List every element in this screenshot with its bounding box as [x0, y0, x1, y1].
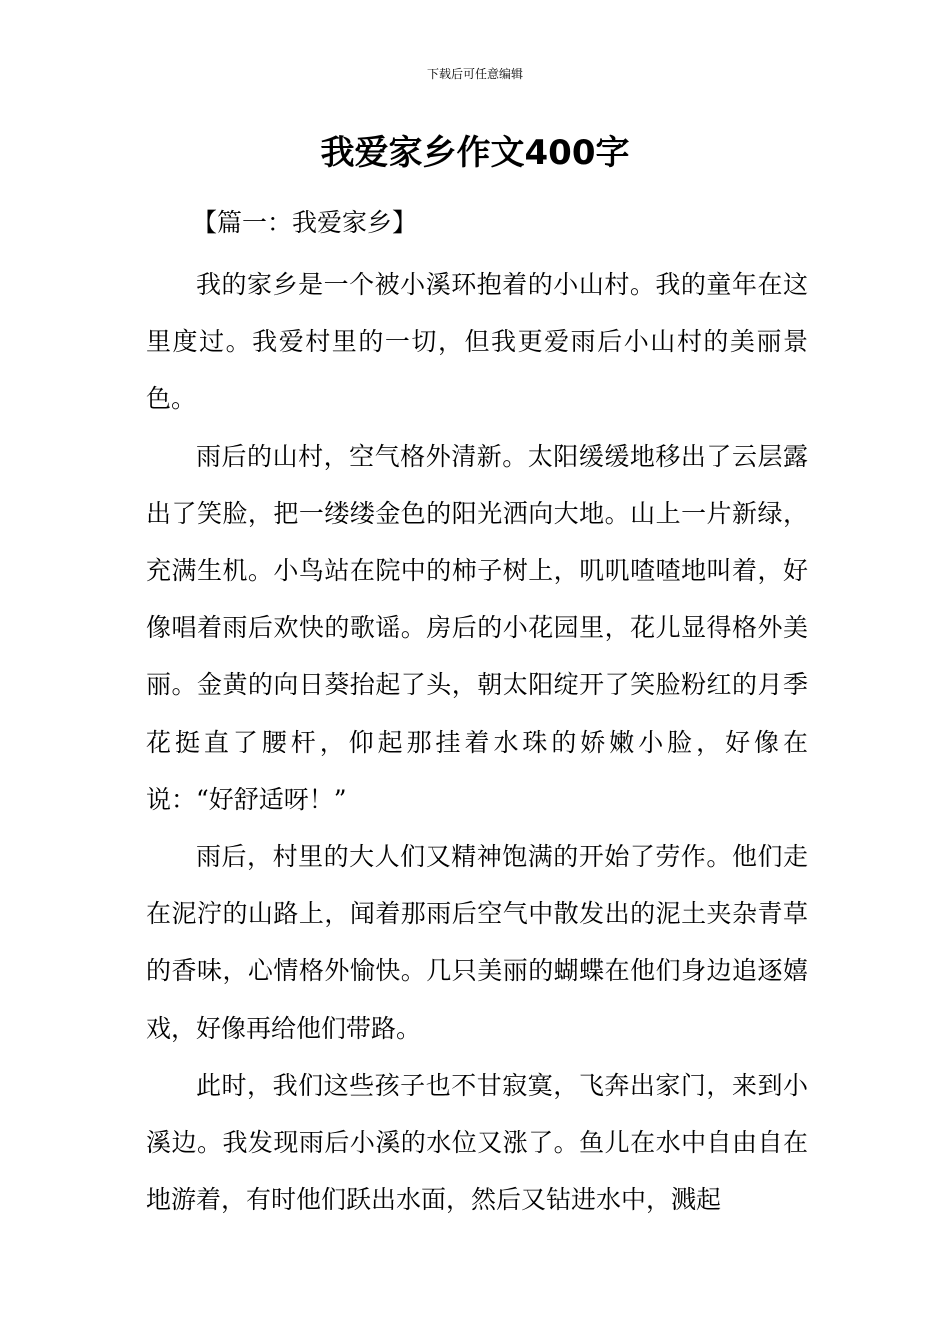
paragraph-3: 雨后，村里的大人们又精神饱满的开始了劳作。他们走在泥泞的山路上，闻着那雨后空气中散发出的泥土夹杂青草的香味，心情格外愉快。几只美丽的蝴蝶在他们身边追逐嬉戏，好像再给他们带路。 [146, 842, 808, 1043]
header-note: 下载后可任意编辑 [426, 67, 523, 81]
paragraph-1: 我的家乡是一个被小溪环抱着的小山村。我的童年在这里度过。我爱村里的一切，但我更爱雨后小山村的美丽景色。 [146, 270, 808, 414]
paragraph-2: 雨后的山村，空气格外清新。太阳缓缓地移出了云层露出了笑脸，把一缕缕金色的阳光洒向大地。山上一片新绿，充满生机。小鸟站在院中的柿子树上，叽叽喳喳地叫着，好像唱着雨后欢快的歌谣。房后的小花园里，花儿显得格外美丽。金黄的向日葵抬起了头，朝太阳绽开了笑脸粉红的月季花挺直了腰杆，仰起那挂着水珠的娇嫩小脸，好像在说：“好舒适呀！” [146, 441, 808, 814]
paragraph-4: 此时，我们这些孩子也不甘寂寞，飞奔出家门，来到小溪边。我发现雨后小溪的水位又涨了。鱼儿在水中自由自在地游着，有时他们跃出水面，然后又钻进水中，溅起 [146, 1070, 808, 1215]
document-body [146, 256, 808, 1228]
section-heading: 【篇一：我爱家乡】 [192, 208, 418, 237]
document-title: 我爱家乡作文400字 [320, 133, 630, 173]
